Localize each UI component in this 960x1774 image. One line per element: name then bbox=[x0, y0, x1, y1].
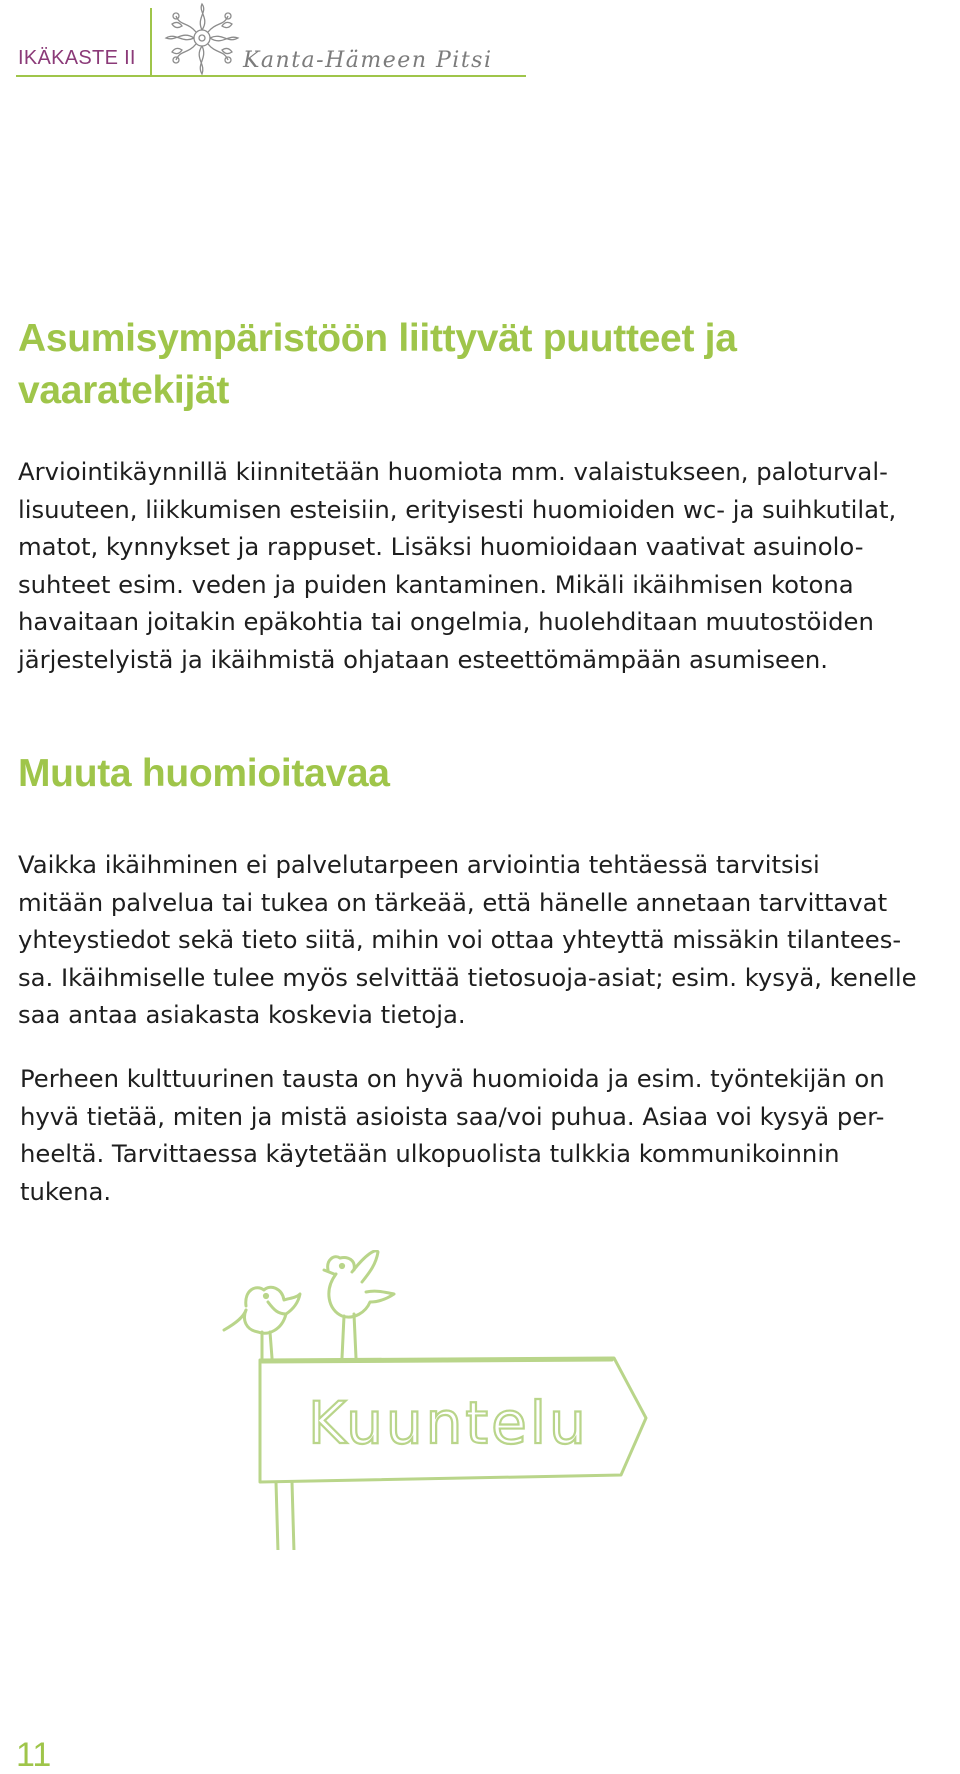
section-body-other-1: Vaikka ikäihminen ei palvelutarpeen arviointia tehtäessä tarvitsisi mitään palvelua tai tukea on tärkeää, että hänelle annetaan tarvittavat yhteystiedot sekä tieto siitä, mihin voi ottaa yhteyttä missäkin tilantees- sa. Ikäihmiselle tulee myös selvittää tietosuoja-asiat; esim. kysyä, kenelle saa antaa asiakasta koskevia tietoja. bbox=[18, 850, 917, 1030]
project-title: Kanta-Hämeen Pitsi bbox=[243, 48, 493, 73]
section-heading-other: Muuta huomioitavaa bbox=[18, 752, 390, 795]
page-number: 11 bbox=[16, 1736, 52, 1774]
header-divider bbox=[150, 8, 152, 75]
section-body-housing: Arviointikäynnillä kiinnitetään huomiota mm. valaistukseen, paloturval- lisuuteen, liikkumisen esteisiin, erityisesti huomioiden wc- ja suihkutilat, matot, kynnykset ja rappuset. Lisäksi huomioidaan vaativat asuinolo- suhteet esim. veden ja puiden kantaminen. Mikäli ikäihmisen kotona havaitaan joitakin epäkohtia tai ongelmia, huolehditaan muutostöiden järjestelyistä ja ikäihmistä ohjataan esteettömämpään asumiseen. bbox=[18, 457, 897, 674]
section-body-other-2: Perheen kulttuurinen tausta on hyvä huomioida ja esim. työntekijän on hyvä tietää, miten ja mistä asioista saa/voi puhua. Asiaa voi kysyä per- heeltä. Tarvittaessa käytetään ulkopuolista tulkkia kommunikoinnin tukena. bbox=[20, 1064, 885, 1206]
lace-flower-icon bbox=[158, 0, 246, 82]
series-label: IKÄKASTE II bbox=[18, 47, 136, 69]
sign-text: Kuuntelu bbox=[308, 1389, 589, 1457]
page-header bbox=[0, 0, 960, 90]
signpost-with-birds-icon bbox=[216, 1250, 656, 1550]
section-heading-housing: Asumisympäristöön liittyvät puutteet ja vaaratekijät bbox=[18, 317, 737, 412]
header-rule bbox=[16, 75, 526, 77]
